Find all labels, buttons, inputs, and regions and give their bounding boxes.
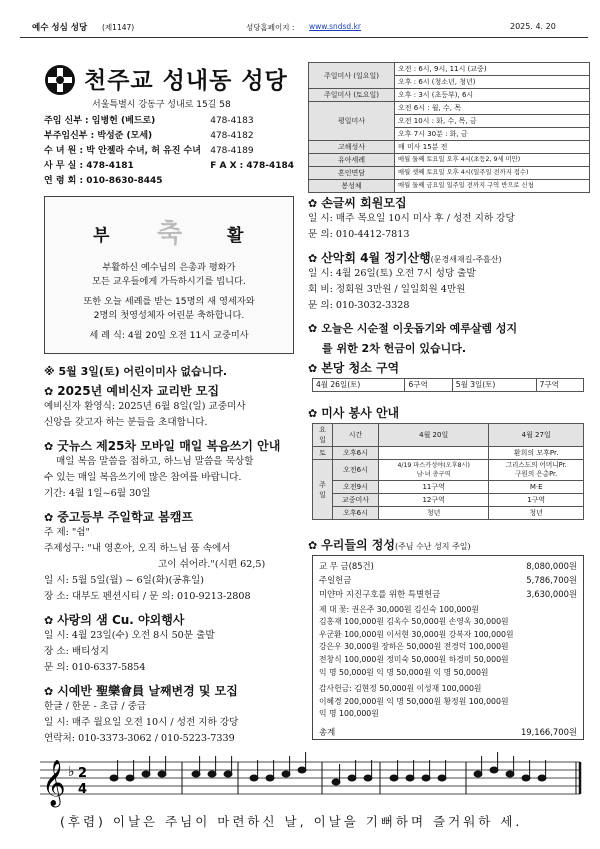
service-cell bbox=[379, 447, 489, 460]
staff-role: 연 령 회 : 010-8630-8445 bbox=[44, 176, 163, 186]
pilgrimage-line: 오늘은 시순절 이웃돕기와 예루살렘 성지 bbox=[321, 322, 518, 335]
staff-role: 주임 신부 : 임병헌 (베드로) bbox=[44, 116, 156, 126]
saturday-mass-label: 주일미사 (토요일) bbox=[309, 89, 395, 102]
note-head bbox=[348, 775, 356, 781]
easter-line: 또한 오늘 세례를 받는 15명의 새 영세자와 bbox=[83, 296, 255, 307]
staff-row bbox=[44, 144, 294, 159]
service-cell: 청년 bbox=[379, 507, 489, 520]
notice-title: 시예반 聖樂會員 날째변경 및 모집 bbox=[57, 684, 238, 698]
offerings-title-text: 우리들의 정성 bbox=[321, 538, 395, 552]
offering-line bbox=[319, 573, 577, 587]
schedule-row-value: 매월 둘째 금요일 일주일 전까지 구역 반으로 신청 bbox=[395, 180, 590, 193]
note-head bbox=[422, 775, 430, 781]
staff-role: 수 녀 원 : 박 안젤라 수녀, 허 유진 수녀 bbox=[44, 146, 201, 156]
parish-logo bbox=[44, 64, 76, 96]
weekday-mass-line: 오전 10시 : 화, 수, 목, 금 bbox=[395, 115, 590, 128]
bulletin-header bbox=[20, 20, 588, 46]
staff-row bbox=[44, 114, 294, 129]
treble-clef-icon: 𝄞 bbox=[42, 760, 66, 806]
staff-row bbox=[44, 129, 294, 144]
thanks-line: 감사헌금: 김현정 50,000원 이성재 100,000원 bbox=[319, 684, 482, 694]
flower-icon: ✿ bbox=[44, 440, 54, 453]
flower-icon: ✿ bbox=[308, 539, 318, 552]
donation-line: 김홍재 100,000원 김옥수 50,000원 손영옥 30,000원 bbox=[319, 617, 509, 627]
schedule-row-value: 매월 셋째 토요일 오후 4시(일주일 전까지 접수) bbox=[395, 167, 590, 180]
flower-icon: ✿ bbox=[44, 385, 54, 398]
donation-line: 익 명 50,000원 익 명 50,000원 익 명 50,000원 bbox=[319, 667, 489, 677]
easter-line: 2명의 첫영성체자 어린분 축하합니다. bbox=[93, 310, 245, 321]
total-amount: 19,166,700원 bbox=[520, 726, 577, 737]
notice-line: 신앙을 갖고자 하는 분들을 초대합니다. bbox=[44, 417, 208, 428]
note-head bbox=[390, 775, 398, 781]
mass-service-title bbox=[308, 404, 399, 421]
donation-line: 강은우 30,000원 장하은 50,000원 전경덕 100,000원 bbox=[319, 642, 509, 652]
notice-line: 한글 / 한문 - 초급 / 중급 bbox=[44, 701, 147, 712]
schedule-row-value: 매 미사 15분 전 bbox=[395, 141, 590, 154]
service-time: 오후6시 bbox=[333, 447, 379, 460]
notice-section bbox=[44, 682, 306, 747]
notice-line: 일 시: 5월 5일(월) ~ 6일(화)(공휴일) bbox=[44, 575, 204, 586]
time-sig-top: 2 bbox=[78, 766, 88, 781]
weekday-mass-label: 평일미사 bbox=[309, 102, 395, 141]
offering-amount: 5,786,700원 bbox=[526, 575, 577, 586]
sunday-mass-line: 오후 : 6시 (청소년, 청년) bbox=[395, 76, 590, 89]
mass-service-title-text: 미사 봉사 안내 bbox=[321, 406, 400, 420]
staff-phone: 478-4182 bbox=[210, 131, 254, 141]
service-cell: 12구역 bbox=[379, 494, 489, 507]
notice-line: 일 시: 4월 23일(수) 오전 8시 50분 출발 bbox=[44, 630, 215, 641]
staff-phone: 478-4183 bbox=[210, 116, 254, 126]
flower-icon: ✿ bbox=[308, 197, 318, 210]
notice-line: 장 소: 대부도 펜션시티 / 문 의: 010-9213-2808 bbox=[44, 591, 251, 602]
offering-total bbox=[319, 725, 577, 739]
notice-line: 회 비: 정회원 3만원 / 일일회원 4만원 bbox=[308, 284, 466, 295]
service-day: 토 bbox=[313, 447, 333, 460]
note-head bbox=[208, 771, 216, 777]
note-head bbox=[474, 771, 482, 777]
staff-row bbox=[44, 174, 294, 189]
staff-role: 사 무 실 : 478-4181 bbox=[44, 161, 134, 171]
easter-word-mid: 축 bbox=[157, 219, 183, 249]
weekday-mass-line: 오전 6시 : 월, 수, 목 bbox=[395, 102, 590, 115]
easter-line: 세 례 식: 4월 20일 오전 11시 교중미사 bbox=[89, 330, 249, 341]
note-head bbox=[538, 775, 546, 781]
homepage-label: 성당홈페이지 : bbox=[246, 23, 295, 32]
flower-icon: ✿ bbox=[308, 322, 318, 335]
service-cell: 청년 bbox=[489, 507, 584, 520]
service-cell: 환희의 모후Pr. bbox=[489, 447, 584, 460]
note-head bbox=[192, 771, 200, 777]
mass-schedule-table bbox=[308, 62, 590, 193]
notice-section bbox=[308, 249, 592, 314]
cleaning-cell: 7구역 bbox=[536, 379, 583, 392]
note-head bbox=[224, 771, 232, 777]
hymn-staff bbox=[30, 752, 590, 812]
pilgrimage-line: 를 위한 2차 헌금이 있습니다. bbox=[322, 342, 467, 355]
note-head bbox=[364, 775, 372, 781]
parish-address: 서울특별시 강동구 성내로 15길 58 bbox=[92, 100, 231, 110]
note-head bbox=[142, 771, 150, 777]
bulletin-name: 예수 성심 성당 bbox=[32, 23, 88, 33]
issue-date: 2025. 4. 20 bbox=[510, 22, 556, 31]
notice-line: 주제성구: "내 영혼아, 오직 하느님 품 속에서 bbox=[44, 543, 231, 554]
note-head bbox=[126, 775, 134, 781]
notice-no-children-mass: ※ 5월 3일(토) 어린이미사 없습니다. bbox=[44, 365, 228, 378]
offerings-title-note: (주님 수난 성지 주일) bbox=[394, 542, 471, 551]
offering-label: 교 무 금(85건) bbox=[319, 561, 374, 571]
easter-message bbox=[45, 261, 293, 343]
service-cell: 그리스도의 어머니Pr. 구원의 은총Pr. bbox=[489, 460, 584, 481]
service-time: 오후6시 bbox=[333, 507, 379, 520]
note-head bbox=[110, 775, 118, 781]
staff-phone bbox=[210, 174, 294, 189]
notice-title: 2025년 예비신자 교리반 모집 bbox=[57, 384, 220, 398]
notice-section bbox=[44, 508, 306, 605]
left-notices bbox=[44, 382, 306, 747]
donation-list bbox=[319, 604, 577, 721]
homepage-link[interactable]: www.sndsd.kr bbox=[309, 22, 361, 31]
staff-row bbox=[44, 159, 294, 174]
notice-title: 사랑의 샘 Cu. 야외행사 bbox=[57, 613, 185, 627]
schedule-row-label: 유아세례 bbox=[309, 154, 395, 167]
notice-line: 수 있는 매일 복음쓰기에 많은 참여를 바랍니다. bbox=[44, 472, 242, 483]
service-header: 요일 bbox=[313, 424, 333, 447]
notice-title: 굿뉴스 제25차 모바일 매일 복음쓰기 안내 bbox=[57, 439, 281, 453]
flower-icon: ✿ bbox=[308, 252, 318, 265]
service-day: 주일 bbox=[313, 460, 333, 520]
flower-icon: ✿ bbox=[44, 614, 54, 627]
parish-name: 천주교 성내동 성당 bbox=[84, 68, 288, 94]
service-time: 오전9시 bbox=[333, 481, 379, 494]
sunday-mass-label: 주일미사 (일요일) bbox=[309, 63, 395, 89]
saturday-mass-line: 오후 : 3시 (초등부), 6시 bbox=[395, 89, 590, 102]
easter-line: 부활하신 예수님의 은총과 평화가 bbox=[102, 262, 236, 273]
cleaning-cell: 5월 3일(토) bbox=[452, 379, 536, 392]
notice-line: 일 시: 4월 26일(토) 오전 7시 성당 출발 bbox=[308, 268, 476, 279]
note-head bbox=[490, 767, 498, 773]
pilgrimage-notice bbox=[308, 320, 592, 356]
hymn-lyrics: (후렴) 이날은 주님이 마련하신 날, 이날을 기뻐하며 즐거워하 세. bbox=[60, 814, 523, 829]
service-time: 오전6시 bbox=[333, 460, 379, 481]
notice-title: 중고등부 주일학교 봄캠프 bbox=[57, 510, 194, 524]
notice-section bbox=[44, 437, 306, 502]
offering-amount: 8,080,000원 bbox=[526, 561, 577, 571]
donation-line: 전창식 100,000원 정미숙 50,000원 하경미 50,000원 bbox=[319, 654, 509, 664]
offering-line bbox=[319, 587, 577, 601]
cleaning-title bbox=[308, 359, 399, 376]
notice-line: 일 시: 매주 목요일 10시 미사 후 / 성전 지하 강당 bbox=[308, 213, 515, 224]
service-header: 4월 27일 bbox=[489, 424, 584, 447]
note-head bbox=[406, 775, 414, 781]
notice-line: 매일 복음 말씀을 접하고, 하느님 말씀을 묵상할 bbox=[56, 456, 254, 467]
donation-line: 우군환 100,000원 이서현 30,000원 강복자 100,000원 bbox=[319, 629, 514, 639]
notice-line: 문 의: 010-3032-3328 bbox=[308, 300, 410, 311]
notice-title: 손글씨 회원모집 bbox=[321, 196, 407, 210]
cleaning-cell: 6구역 bbox=[405, 379, 452, 392]
easter-greeting-box bbox=[44, 196, 294, 354]
thanks-line: 이혜경 200,000원 익 명 50,000원 황정원 100,000원 bbox=[319, 696, 509, 706]
cleaning-table bbox=[312, 378, 584, 392]
notice-title: 산악회 4월 정기산행 bbox=[321, 251, 431, 265]
note-head bbox=[522, 775, 530, 781]
cleaning-cell: 4월 26일(토) bbox=[313, 379, 405, 392]
easter-word-right: 활 bbox=[227, 226, 244, 246]
schedule-row-value: 매월 둘째 토요일 오후 4시(초등2, 9세 미만) bbox=[395, 154, 590, 167]
staff-role: 부주임신부 : 박성준 (모세) bbox=[44, 131, 153, 141]
offerings-title bbox=[308, 536, 471, 553]
staff-phone: 478-4189 bbox=[210, 146, 254, 156]
schedule-row-label: 고해성사 bbox=[309, 141, 395, 154]
notice-section bbox=[308, 194, 592, 243]
issue-number: (제1147) bbox=[102, 23, 135, 32]
time-sig-bottom: 4 bbox=[78, 782, 88, 797]
staff-fax: F A X : 478-4184 bbox=[210, 161, 294, 171]
notice-section bbox=[44, 611, 306, 676]
note-head bbox=[158, 771, 166, 777]
right-notices bbox=[308, 194, 592, 356]
service-cell: 4/19 파스카성야(오후8시) 남·녀 총구역 bbox=[379, 460, 489, 481]
service-cell: 11구역 bbox=[379, 481, 489, 494]
cleaning-title-text: 본당 청소 구역 bbox=[321, 361, 400, 375]
note-head bbox=[250, 775, 258, 781]
notice-line: 고이 쉬어라."(시편 62,5) bbox=[158, 559, 266, 570]
thanks-line: 익 명 100,000원 bbox=[319, 709, 379, 719]
staff-table bbox=[44, 114, 294, 189]
notice-section bbox=[44, 382, 306, 431]
notice-line: 예비신자 환영식: 2025년 6월 8일(일) 교중미사 bbox=[44, 401, 246, 412]
service-header: 4월 20일 bbox=[379, 424, 489, 447]
offering-label: 미얀마 지진구호를 위한 특별헌금 bbox=[319, 589, 441, 600]
schedule-row-label: 혼인면담 bbox=[309, 167, 395, 180]
note-head bbox=[298, 767, 306, 773]
sunday-mass-line: 오전 : 6시, 9시, 11시 (교중) bbox=[395, 63, 590, 76]
notice-line: 장 소: 배티성지 bbox=[44, 646, 109, 657]
note-head bbox=[506, 771, 514, 777]
notice-line: 문 의: 010-6337-5854 bbox=[44, 662, 146, 673]
note-head bbox=[266, 775, 274, 781]
notice-line: 연락처: 010-3373-3062 / 010-5223-7339 bbox=[44, 733, 235, 744]
offerings-box bbox=[312, 555, 584, 740]
flower-icon: ✿ bbox=[44, 685, 54, 698]
notice-title-note: (문경새재길-주흘산) bbox=[430, 255, 502, 264]
note-head bbox=[332, 779, 340, 785]
easter-word-left: 부 bbox=[93, 226, 114, 246]
note-head bbox=[438, 775, 446, 781]
total-label: 총계 bbox=[319, 726, 336, 737]
offering-line bbox=[319, 559, 577, 573]
offering-label: 주일헌금 bbox=[319, 575, 352, 586]
notice-line: 문 의: 010-4412-7813 bbox=[308, 229, 410, 240]
service-header: 시간 bbox=[333, 424, 379, 447]
notice-line: 주 제: "쉼" bbox=[44, 527, 90, 538]
schedule-row-label: 봉성체 bbox=[309, 180, 395, 193]
mass-service-table bbox=[312, 423, 584, 520]
easter-line: 모든 교우들에게 가득하시기를 빕니다. bbox=[92, 276, 246, 287]
notice-line: 기간: 4월 1일~6월 30일 bbox=[44, 488, 151, 499]
offering-amount: 3,630,000원 bbox=[526, 589, 577, 600]
header-divider bbox=[20, 37, 588, 38]
notice-line: 일 시: 매주 월요일 오전 10시 / 성전 지하 강당 bbox=[44, 717, 239, 728]
flower-icon: ✿ bbox=[44, 511, 54, 524]
music-notation bbox=[30, 752, 590, 812]
donation-line: 제 대 꽃: 권은주 30,000원 김신숙 100,000원 bbox=[319, 604, 479, 614]
flower-icon: ✿ bbox=[308, 362, 318, 375]
flower-icon: ✿ bbox=[308, 407, 318, 420]
service-time: 교중미사 bbox=[333, 494, 379, 507]
flat-icon: ♭ bbox=[68, 764, 75, 780]
note-head bbox=[282, 771, 290, 777]
service-cell: M·E bbox=[489, 481, 584, 494]
service-cell: 1구역 bbox=[489, 494, 584, 507]
weekday-mass-line: 오후 7시 30분 : 화, 금 bbox=[395, 128, 590, 141]
